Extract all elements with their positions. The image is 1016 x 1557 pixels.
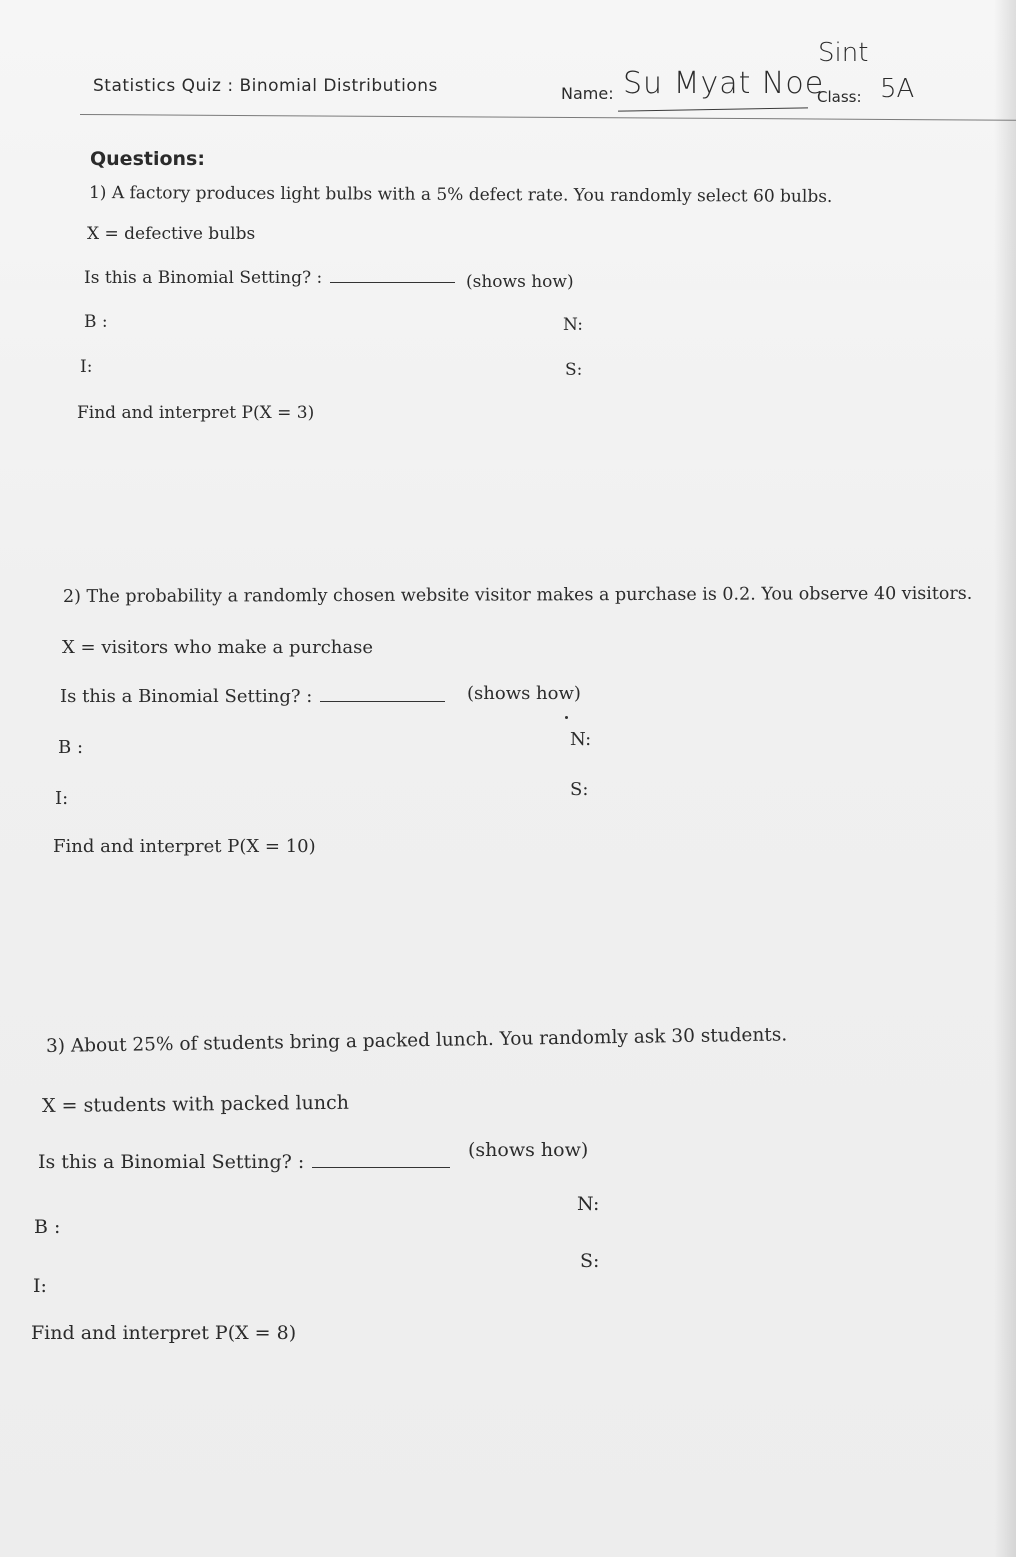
question-1-i-label: I: — [80, 357, 93, 377]
question-3-shows-how: (shows how) — [468, 1139, 589, 1161]
question-1-s-label: S: — [565, 360, 583, 380]
question-2-find-prompt: Find and interpret P(X = 10) — [53, 836, 316, 857]
quiz-title: Statistics Quiz : Binomial Distributions — [93, 76, 438, 96]
question-2-n-label: N: — [570, 729, 592, 750]
question-1-setting — [84, 268, 457, 288]
class-handwritten: 5A — [880, 74, 915, 104]
pencil-mark — [565, 716, 568, 719]
question-3-i-label: I: — [33, 1275, 47, 1297]
page-shadow — [994, 0, 1016, 1557]
student-name-handwritten: Su Myat Noe — [623, 66, 825, 101]
question-3-s-label: S: — [580, 1250, 600, 1272]
question-3-variable: X = students with packed lunch — [41, 1091, 350, 1117]
setting-question-text: Is this a Binomial Setting? : — [84, 268, 323, 288]
question-2-variable: X = visitors who make a purchase — [62, 637, 374, 658]
class-label: Class: — [817, 88, 862, 106]
question-2-i-label: I: — [55, 788, 69, 809]
question-1-b-label: B : — [84, 312, 108, 332]
question-1-variable: X = defective bulbs — [87, 224, 256, 244]
question-2-prompt: 2) The probability a randomly chosen website visitor makes a purchase is 0.2. You observe 40 visitors. — [62, 583, 973, 607]
name-label: Name: — [561, 84, 614, 103]
question-1-n-label: N: — [563, 315, 583, 335]
answer-blank[interactable] — [312, 1166, 450, 1168]
question-3-prompt: 3) About 25% of students bring a packed lunch. You randomly ask 30 students. — [45, 1024, 788, 1057]
header-rule — [80, 114, 1016, 121]
setting-question-text: Is this a Binomial Setting? : — [60, 686, 313, 707]
questions-heading: Questions: — [90, 148, 205, 170]
answer-blank[interactable] — [330, 281, 455, 283]
handwritten-note: Sint — [818, 38, 869, 68]
name-underline — [618, 107, 808, 111]
question-3-n-label: N: — [577, 1193, 600, 1215]
question-2-b-label: B : — [58, 737, 84, 758]
answer-blank[interactable] — [320, 700, 445, 702]
question-2-shows-how: (shows how) — [467, 683, 581, 704]
question-1-prompt: 1) A factory produces light bulbs with a 5% defect rate. You randomly select 60 bulbs. — [88, 183, 833, 207]
question-2-s-label: S: — [570, 779, 589, 800]
setting-question-text: Is this a Binomial Setting? : — [38, 1151, 305, 1173]
question-3-find-prompt: Find and interpret P(X = 8) — [31, 1322, 297, 1344]
question-3-b-label: B : — [34, 1216, 61, 1238]
question-1-find-prompt: Find and interpret P(X = 3) — [77, 403, 315, 423]
question-3-setting — [38, 1151, 452, 1173]
question-2-setting — [60, 686, 447, 707]
question-1-shows-how: (shows how) — [466, 272, 574, 292]
